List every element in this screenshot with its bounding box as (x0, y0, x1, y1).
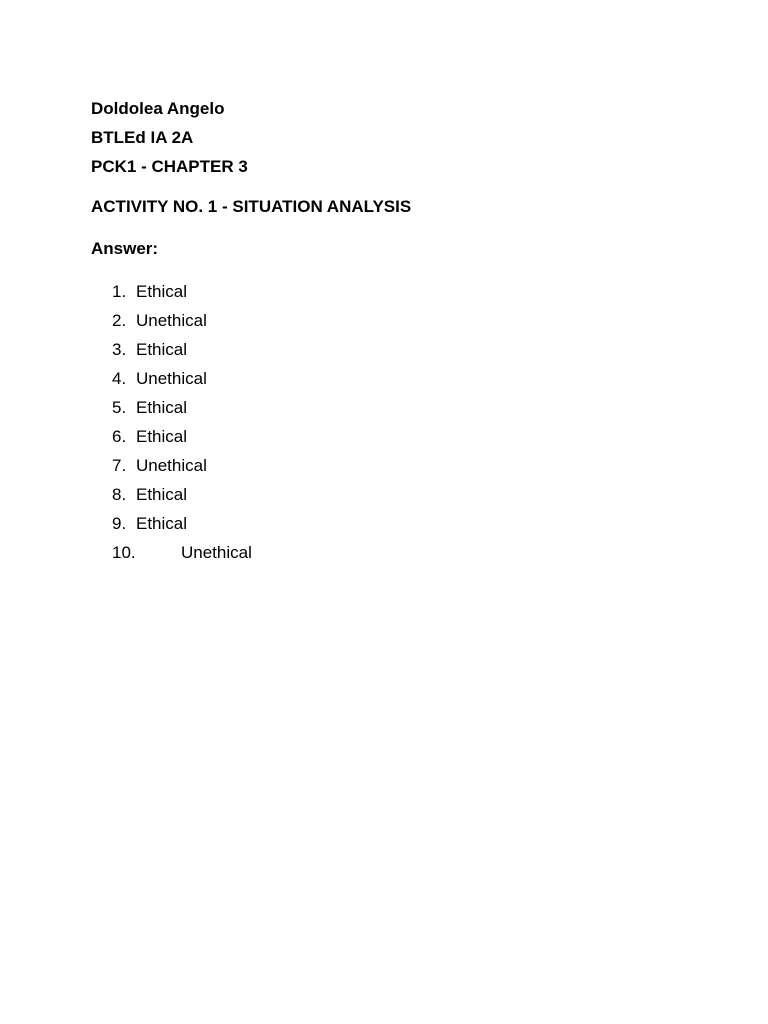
list-item-number: 3. (112, 340, 127, 359)
list-item-answer: Ethical (136, 485, 188, 504)
list-item-number: 2. (112, 311, 127, 330)
student-name: Doldolea Angelo (91, 99, 225, 118)
list-item-answer: Ethical (136, 340, 188, 359)
answer-label: Answer: (91, 239, 159, 258)
list-item-number: 6. (112, 427, 127, 446)
activity-title: ACTIVITY NO. 1 - SITUATION ANALYSIS (91, 197, 412, 216)
document-header (91, 94, 248, 181)
list-item-answer: Ethical (136, 427, 188, 446)
list-item-answer: Unethical (136, 369, 207, 388)
course-chapter: PCK1 - CHAPTER 3 (91, 157, 248, 176)
list-item-answer: Ethical (136, 398, 188, 417)
list-item-number: 1. (112, 282, 127, 301)
list-item-answer: Unethical (136, 311, 207, 330)
list-item-answer: Ethical (136, 514, 188, 533)
student-section: BTLEd IA 2A (91, 128, 194, 147)
list-item-number: 7. (112, 456, 127, 475)
list-item-number: 4. (112, 369, 127, 388)
list-item-answer: Unethical (181, 543, 252, 562)
list-item-number: 9. (112, 514, 127, 533)
list-item-number: 8. (112, 485, 127, 504)
list-item-answer: Unethical (136, 456, 207, 475)
list-item-answer: Ethical (136, 282, 188, 301)
list-item-number: 10. (112, 543, 136, 562)
list-item-number: 5. (112, 398, 127, 417)
